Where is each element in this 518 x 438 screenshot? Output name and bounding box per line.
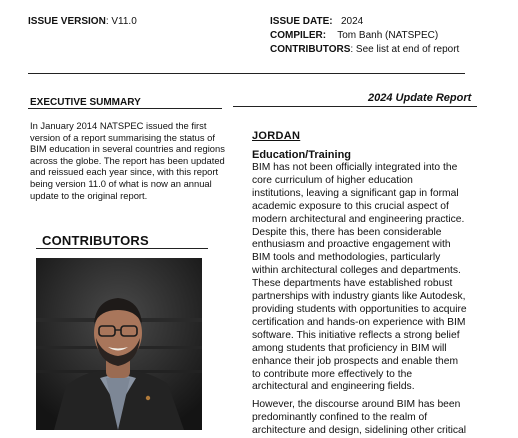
exec-summary-rule bbox=[28, 108, 222, 109]
header-divider bbox=[28, 73, 465, 74]
exec-line: version of a report summarising the status of bbox=[30, 131, 215, 143]
issue-version-label: ISSUE VERSION bbox=[28, 16, 106, 27]
update-report-title: 2024 Update Report bbox=[368, 92, 472, 104]
para1-line: core curriculum of higher education bbox=[252, 174, 413, 186]
section-heading: Education/Training bbox=[252, 149, 352, 161]
para2-line: architecture and design, sidelining other critical bbox=[252, 424, 467, 436]
para1-line: modern architectural and engineering practice. bbox=[252, 213, 465, 225]
contributors-note bbox=[270, 43, 459, 57]
para1-line: Despite this, there has been considerable bbox=[252, 226, 442, 238]
para1-line: enhance their job prospects and enable them bbox=[252, 355, 459, 367]
issue-date-label: ISSUE DATE: bbox=[270, 16, 333, 27]
compiler bbox=[270, 29, 438, 43]
exec-line: In January 2014 NATSPEC issued the first bbox=[30, 120, 207, 131]
issue-date-value: 2024 bbox=[340, 16, 364, 27]
para1-line: certification and hands-on experience with BIM bbox=[252, 316, 466, 328]
exec-line: update to the original report. bbox=[30, 189, 148, 201]
paragraph-1 bbox=[252, 162, 478, 394]
issue-date bbox=[270, 15, 363, 29]
para1-line: BIM tools and methodologies, particularly bbox=[252, 252, 441, 264]
update-rule bbox=[233, 106, 477, 107]
para1-line: partnerships with industry giants like Autodesk, bbox=[252, 291, 466, 303]
para1-line: providing students with opportunities to acquire bbox=[252, 303, 467, 315]
contributor-portrait-graphic bbox=[36, 258, 202, 430]
executive-summary-title: EXECUTIVE SUMMARY bbox=[30, 97, 141, 108]
para2-line: predominantly confined to the realm of bbox=[252, 411, 428, 423]
para1-line: BIM has not been officially integrated into the bbox=[252, 162, 458, 173]
para1-line: enthusiasm and proactive engagement with bbox=[252, 239, 451, 251]
para1-line: academic exposure to this crucial aspect of bbox=[252, 200, 449, 212]
country-heading: JORDAN bbox=[252, 130, 301, 142]
exec-line: and reissued each year since, with this report bbox=[30, 166, 219, 178]
contributors-label: CONTRIBUTORS bbox=[270, 44, 351, 55]
paragraph-2 bbox=[252, 399, 478, 438]
exec-line: BIM education in several countries and regions bbox=[30, 143, 225, 155]
para1-line: software. This initiative reflects a strong belief bbox=[252, 329, 460, 341]
compiler-label: COMPILER: bbox=[270, 30, 327, 41]
para1-line: to contribute more effectively to the bbox=[252, 368, 413, 380]
para1-line: These departments have established robust bbox=[252, 278, 453, 290]
executive-summary-text bbox=[30, 120, 228, 201]
para1-line: among students that proficiency in BIM will bbox=[252, 342, 447, 354]
contributors-value: : See list at end of report bbox=[350, 44, 460, 55]
issue-version-value: : V11.0 bbox=[105, 16, 137, 27]
issue-version bbox=[28, 15, 137, 29]
contributor-photo bbox=[36, 258, 202, 430]
contributors-rule bbox=[36, 248, 208, 249]
exec-line: being version 11.0 of what is now an annual bbox=[30, 177, 212, 189]
para2-line: However, the discourse around BIM has been bbox=[252, 399, 461, 410]
para1-line: institutions, leaving a significant gap in formal bbox=[252, 187, 459, 199]
contributors-title: CONTRIBUTORS bbox=[42, 233, 149, 248]
para1-line: architectural and engineering fields. bbox=[252, 381, 415, 393]
para1-line: within architectural colleges and departments. bbox=[252, 265, 461, 277]
compiler-value: Tom Banh (NATSPEC) bbox=[337, 30, 439, 41]
exec-line: across the globe. The report has been updated bbox=[30, 154, 225, 166]
